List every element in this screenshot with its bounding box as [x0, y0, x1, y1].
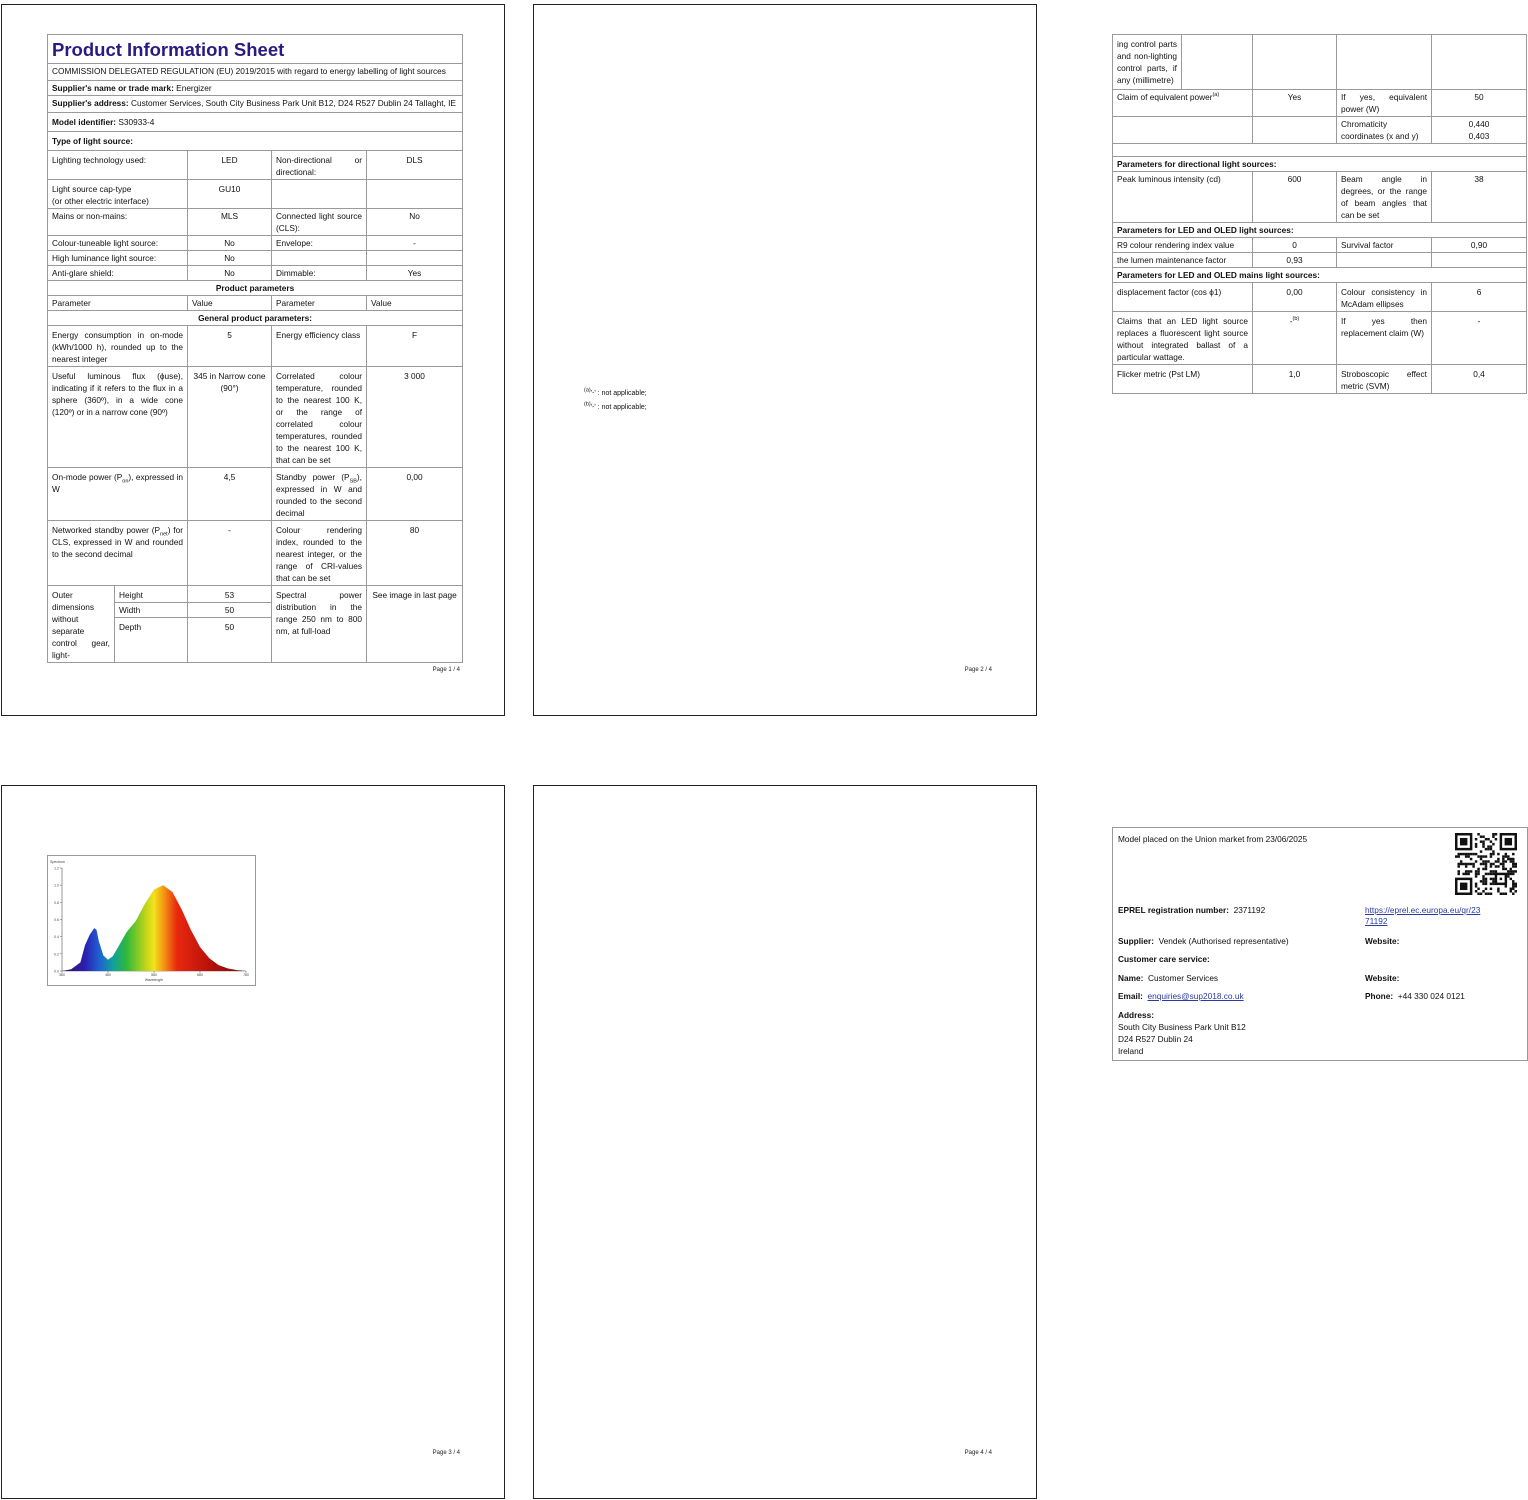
- y-axis-label: Spectrum: [50, 860, 65, 864]
- footnote-a: $^{(a)}$'-' : not applicable;: [584, 387, 647, 397]
- footnotes: [584, 387, 647, 415]
- eprel-link[interactable]: https://eprel.ec.europa.eu/qr/23: [1365, 905, 1481, 915]
- table-row: Light source cap-type (or other electric interface) GU10: [48, 180, 463, 209]
- product-info-table: [47, 34, 463, 663]
- page-number: Page 1 / 4: [432, 667, 460, 673]
- regulation-text: COMMISSION DELEGATED REGULATION (EU) 2019/2015 with regard to energy labelling of light sources: [48, 64, 463, 81]
- led-params-header: Parameters for LED and OLED light sources:: [1113, 223, 1527, 238]
- page-number: Page 2 / 4: [964, 667, 992, 673]
- table-row: displacement factor (cos ϕ1) 0,00 Colour consistency in McAdam ellipses 6: [1113, 283, 1527, 312]
- y-tick-label: 0.8: [54, 900, 59, 905]
- table-row: Mains or non-mains: MLS Connected light source (CLS): No: [48, 209, 463, 236]
- supplier-name-row: Supplier's name or trade mark: Energizer: [48, 81, 463, 96]
- email-line: Email: enquiries@sup2018.co.uk: [1118, 991, 1244, 1001]
- spectral-power-chart: [48, 856, 255, 985]
- x-tick-label: 780: [243, 973, 249, 977]
- x-tick-label: 580: [151, 973, 157, 977]
- customer-care-label: Customer care service:: [1118, 954, 1210, 964]
- eprel-info-card: [1112, 827, 1528, 1061]
- table-row: Networked standby power $(P_{net})$ for CLS, expressed in W and rounded to the second decimal - Colour rendering index, rounded to the nearest integer, or the range of CRI-values that can be set 80: [48, 521, 463, 586]
- address-label: Address:: [1118, 1010, 1154, 1020]
- qr-code-icon[interactable]: [1455, 833, 1517, 895]
- address-line-3: Ireland: [1118, 1046, 1144, 1056]
- y-tick-label: 0.4: [54, 935, 59, 940]
- sheet-title: Product Information Sheet: [48, 35, 463, 64]
- page-1: [1, 4, 505, 716]
- table-row: Chromaticity coordinates (x and y) 0,440 0,403: [1113, 117, 1527, 144]
- y-tick-label: 0.6: [54, 918, 59, 922]
- table-row: Claims that an LED light source replaces a fluorescent light source without integrated ballast of a particular wattage. -$^{(b)}$ If yes then replacement claim (W) -: [1113, 312, 1527, 365]
- type-header: Type of light source:: [48, 132, 463, 151]
- y-tick-label: 0.0: [54, 969, 59, 974]
- y-tick-label: 1.2: [54, 866, 59, 871]
- x-tick-label: 680: [197, 973, 203, 977]
- supplier-address-row: Supplier's address: Customer Services, South City Business Park Unit B12, D24 R527 Dublin 24 Tallaght, IE: [48, 96, 463, 113]
- website-label-2: Website:: [1365, 973, 1400, 983]
- table-row: Anti-glare shield: No Dimmable: Yes: [48, 266, 463, 281]
- eprel-link-continued[interactable]: 71192: [1365, 916, 1388, 926]
- x-tick-label: 480: [105, 973, 111, 977]
- table-row: the lumen maintenance factor 0,93: [1113, 253, 1527, 268]
- table-row: Energy consumption in on-mode (kWh/1000 h), rounded up to the nearest integer 5 Energy efficiency class F: [48, 326, 463, 367]
- spectrum-area: [62, 885, 246, 971]
- x-axis-label: Wavelength: [144, 978, 164, 982]
- table-row: Lighting technology used: LED Non-directional or directional: DLS: [48, 151, 463, 180]
- general-params-header: General product parameters:: [48, 311, 463, 326]
- column-header-row: Parameter Value Parameter Value: [48, 296, 463, 311]
- page-4: [533, 785, 1481, 1499]
- product-params-header: Product parameters: [48, 281, 463, 296]
- table-row: ing control parts and non-lighting control parts, if any (millimetre): [1113, 35, 1527, 90]
- eprel-registration: EPREL registration number: 2371192: [1118, 905, 1266, 915]
- table-row: High luminance light source: No: [48, 251, 463, 266]
- product-info-table-continued: [1112, 34, 1527, 394]
- address-line-2: D24 R527 Dublin 24: [1118, 1034, 1193, 1044]
- supplier-line: Supplier: Vendek (Authorised representative): [1118, 936, 1289, 946]
- page-2: [533, 4, 1490, 716]
- table-row: Colour-tuneable light source: No Envelope: -: [48, 236, 463, 251]
- spectral-chart-container: [47, 855, 256, 986]
- table-row: Claim of equivalent power$^{(a)}$ Yes If yes, equivalent power (W) 50: [1113, 90, 1527, 117]
- page-number: Page 3 / 4: [432, 1450, 460, 1456]
- table-row: Useful luminous flux (ϕuse), indicating if it refers to the flux in a sphere (360º), in a wide cone (120º) or in a narrow cone (90º) 345 in Narrow cone (90°) Correlated colour temperature, rounded to the nearest 100 K, or the range of correlated colour temperatures, rounded to the nearest 100 K, that can be set 3 000: [48, 367, 463, 468]
- phone-line: Phone: +44 330 024 0121: [1365, 991, 1465, 1001]
- y-tick-label: 1.0: [54, 883, 59, 888]
- email-link[interactable]: enquiries@sup2018.co.uk: [1147, 991, 1244, 1001]
- model-row: Model identifier: S30933-4: [48, 113, 463, 132]
- table-row: Flicker metric (Pst LM) 1,0 Stroboscopic effect metric (SVM) 0,4: [1113, 365, 1527, 394]
- led-mains-params-header: Parameters for LED and OLED mains light sources:: [1113, 268, 1527, 283]
- table-row: On-mode power $(P_{on})$, expressed in W 4,5 Standby power $(P_{SB})$, expressed in W and rounded to the second decimal 0,00: [48, 468, 463, 521]
- table-row: Peak luminous intensity (cd) 600 Beam angle in degrees, or the range of beam angles that can be set 38: [1113, 172, 1527, 223]
- customer-care-name: Name: Customer Services: [1118, 973, 1219, 983]
- page-number: Page 4 / 4: [964, 1450, 992, 1456]
- y-tick-label: 0.2: [54, 952, 59, 957]
- x-tick-label: 380: [59, 973, 65, 977]
- website-label: Website:: [1365, 936, 1400, 946]
- market-date: Model placed on the Union market from 23/06/2025: [1118, 834, 1308, 844]
- table-row: Outer dimensions without separate control gear, light- Height Width Depth 53 50 50 Spectral power distribution in the range 250 nm to 800 nm, at full-load See image in last page: [48, 586, 463, 663]
- address-line-1: South City Business Park Unit B12: [1118, 1022, 1246, 1032]
- directional-params-header: Parameters for directional light sources:: [1113, 157, 1527, 172]
- footnote-b: $^{(b)}$'-' : not applicable;: [584, 401, 647, 411]
- page-3: [1, 785, 505, 1499]
- table-row: R9 colour rendering index value 0 Survival factor 0,90: [1113, 238, 1527, 253]
